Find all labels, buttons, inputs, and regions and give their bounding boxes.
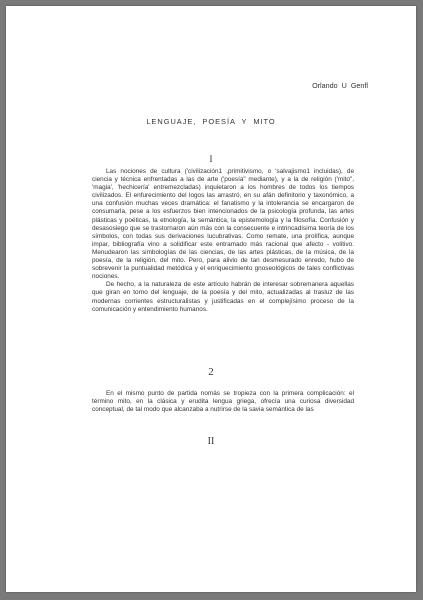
author-name: Orlando U Genfl <box>312 81 368 90</box>
section-number-2: 2 <box>208 366 214 378</box>
section-1-body <box>92 168 354 314</box>
section-number-1: I <box>209 154 213 164</box>
paragraph-2: De hecho, a la naturaleza de este artículo habrán de interesar sobremanera aquellas que giran en torno del lenguaje, de la poesía y del mito, actualizadas al trasluz de las modernas corrientes estructuralistas y justificadas en el complejísimo proceso de la comunicación y entendimiento humanos. <box>92 281 354 313</box>
article-title: LENGUAJE, POESÍA Y MITO <box>146 117 276 126</box>
section-number-3: II <box>207 436 215 447</box>
section-2-body <box>92 390 354 414</box>
document-page <box>6 6 416 592</box>
paragraph-1: Las nociones de cultura ('civilización1 ,primitivismo, o 'salvajismo1 incluidas), de ciencia y técnica enfrentadas a las de arte ('poesía" mediante), y a la de religión ('mito", 'magia', 'hechicería' entremezcladas) inquietaron a los hombres de todos los tiempos civilizados. El enfurecimiento del logos las arrastró, en su afán definitorio y taxonómico, a una confusión muchas veces dramática: el fanatismo y la intolerancia se encargaron de consumarla, pese a los esfuerzos bien intencionados de la psicología profunda, las artes plásticas y poéticas, la etnología, la semántica, la epistemología y la filosofía. Confusión y desasosiego que se trastornaron aún más con la consecuente e intrincadísima teoría de los símbolos, con todas sus derivaciones lucubrativas. Como remate, una prolífica, aunque impar, bibliografía vino a solidificar este entramado más racional que afecto - volitivo. Menudearon las simbologías de las ciencias, de las artes plásticas, de la música, de la poesía, de la religión, del mito. Pero, para alivio de tan desmesurado enredo, hubo de sobrevenir la puntualidad metódica y el enriquecimiento gnoseológicos de tales conflictivas nociones. <box>92 168 354 281</box>
paragraph-3: En el mismo punto de partida nomás se tropieza con la primera complicación: el término mito, en la clásica y erudita lengua griega, ofrecía una curiosa diversidad conceptual, de tal modo que alcanzaba a nutrirse de la savia semántica de las <box>92 390 354 414</box>
